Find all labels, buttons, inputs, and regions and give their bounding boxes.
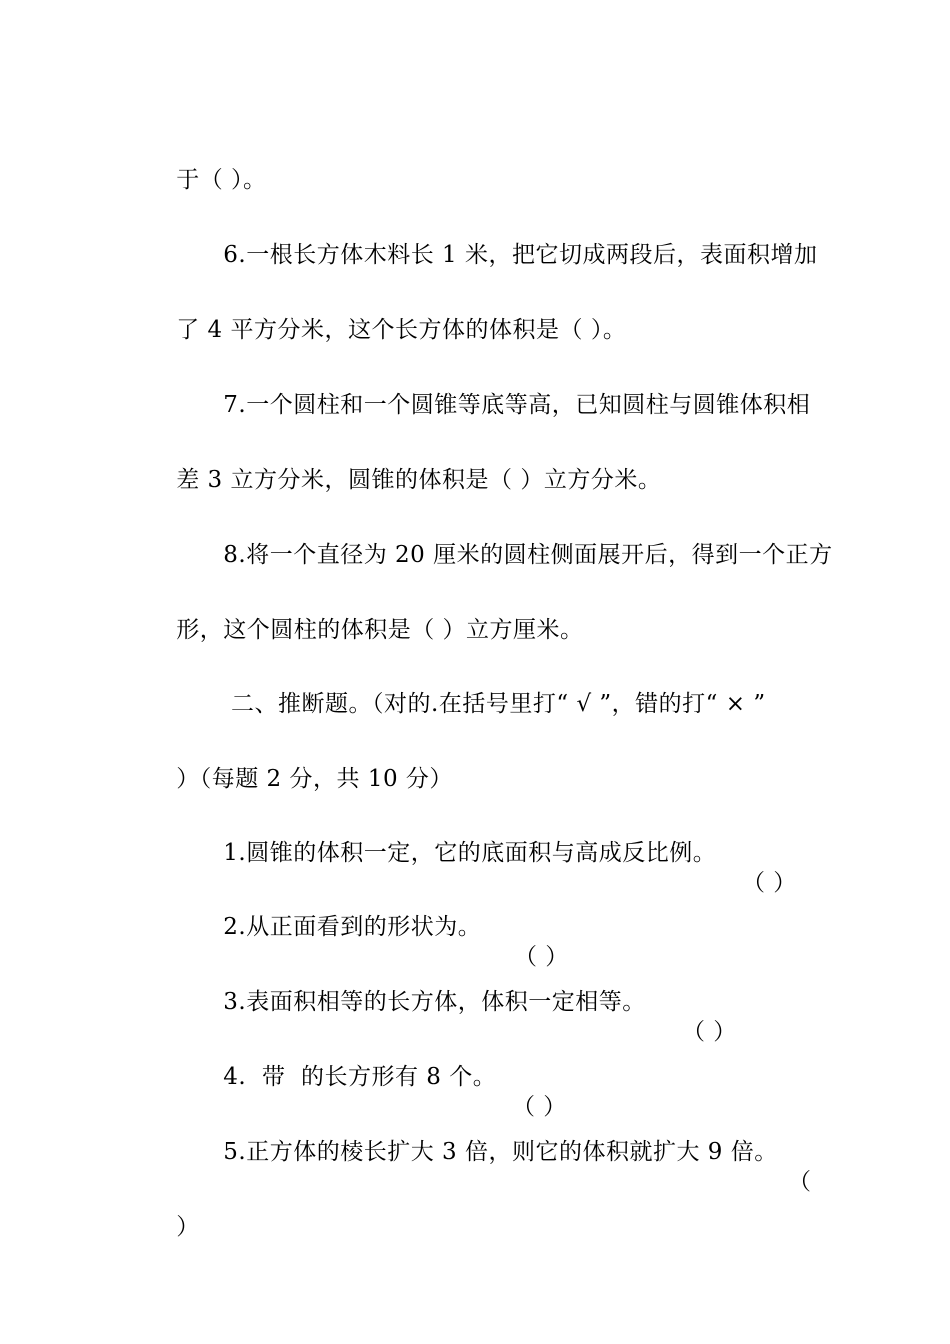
- line-text: 8.将一个直径为 20 厘米的圆柱侧面展开后，得到一个正方: [223, 542, 833, 568]
- line-text: 了 4 平方分米，这个长方体的体积是（ ）。: [176, 317, 627, 343]
- line-text: 3.表面积相等的长方体，体积一定相等。: [223, 989, 646, 1015]
- line-text: 4. 带 的长方形有 8 个。: [223, 1064, 497, 1090]
- answer-paren: （ ）: [742, 870, 797, 896]
- judgement-item-5-continuation: [145, 1182, 815, 1272]
- line-text: 2.从正面看到的形状为。: [223, 914, 482, 940]
- line-text: 5.正方体的棱长扩大 3 倍，则它的体积就扩大 9 倍。: [223, 1139, 778, 1165]
- line-text: ）（每题 2 分，共 10 分）: [176, 766, 453, 792]
- line-text: 二、推断题。（对的.在括号里打“ √ ”，错的打“ × ”: [223, 691, 766, 717]
- line-text: 于（ ）。: [176, 167, 267, 193]
- answer-paren: （ ）: [514, 944, 569, 970]
- line-text: 1.圆锥的体积一定，它的底面积与高成反比例。: [223, 840, 717, 866]
- line-text: 形，这个圆柱的体积是（ ）立方厘米。: [176, 617, 584, 643]
- line-text: 差 3 立方分米，圆锥的体积是（ ）立方分米。: [176, 467, 662, 493]
- line-text: ）: [176, 1214, 200, 1240]
- answer-paren: （ ）: [682, 1019, 737, 1045]
- line-text: 6.一根长方体木料长 1 米，把它切成两段后，表面积增加: [223, 242, 818, 268]
- answer-paren: （: [788, 1169, 812, 1195]
- line-text: 7.一个圆柱和一个圆锥等底等高，已知圆柱与圆锥体积相: [223, 392, 811, 418]
- answer-paren: （ ）: [512, 1094, 567, 1120]
